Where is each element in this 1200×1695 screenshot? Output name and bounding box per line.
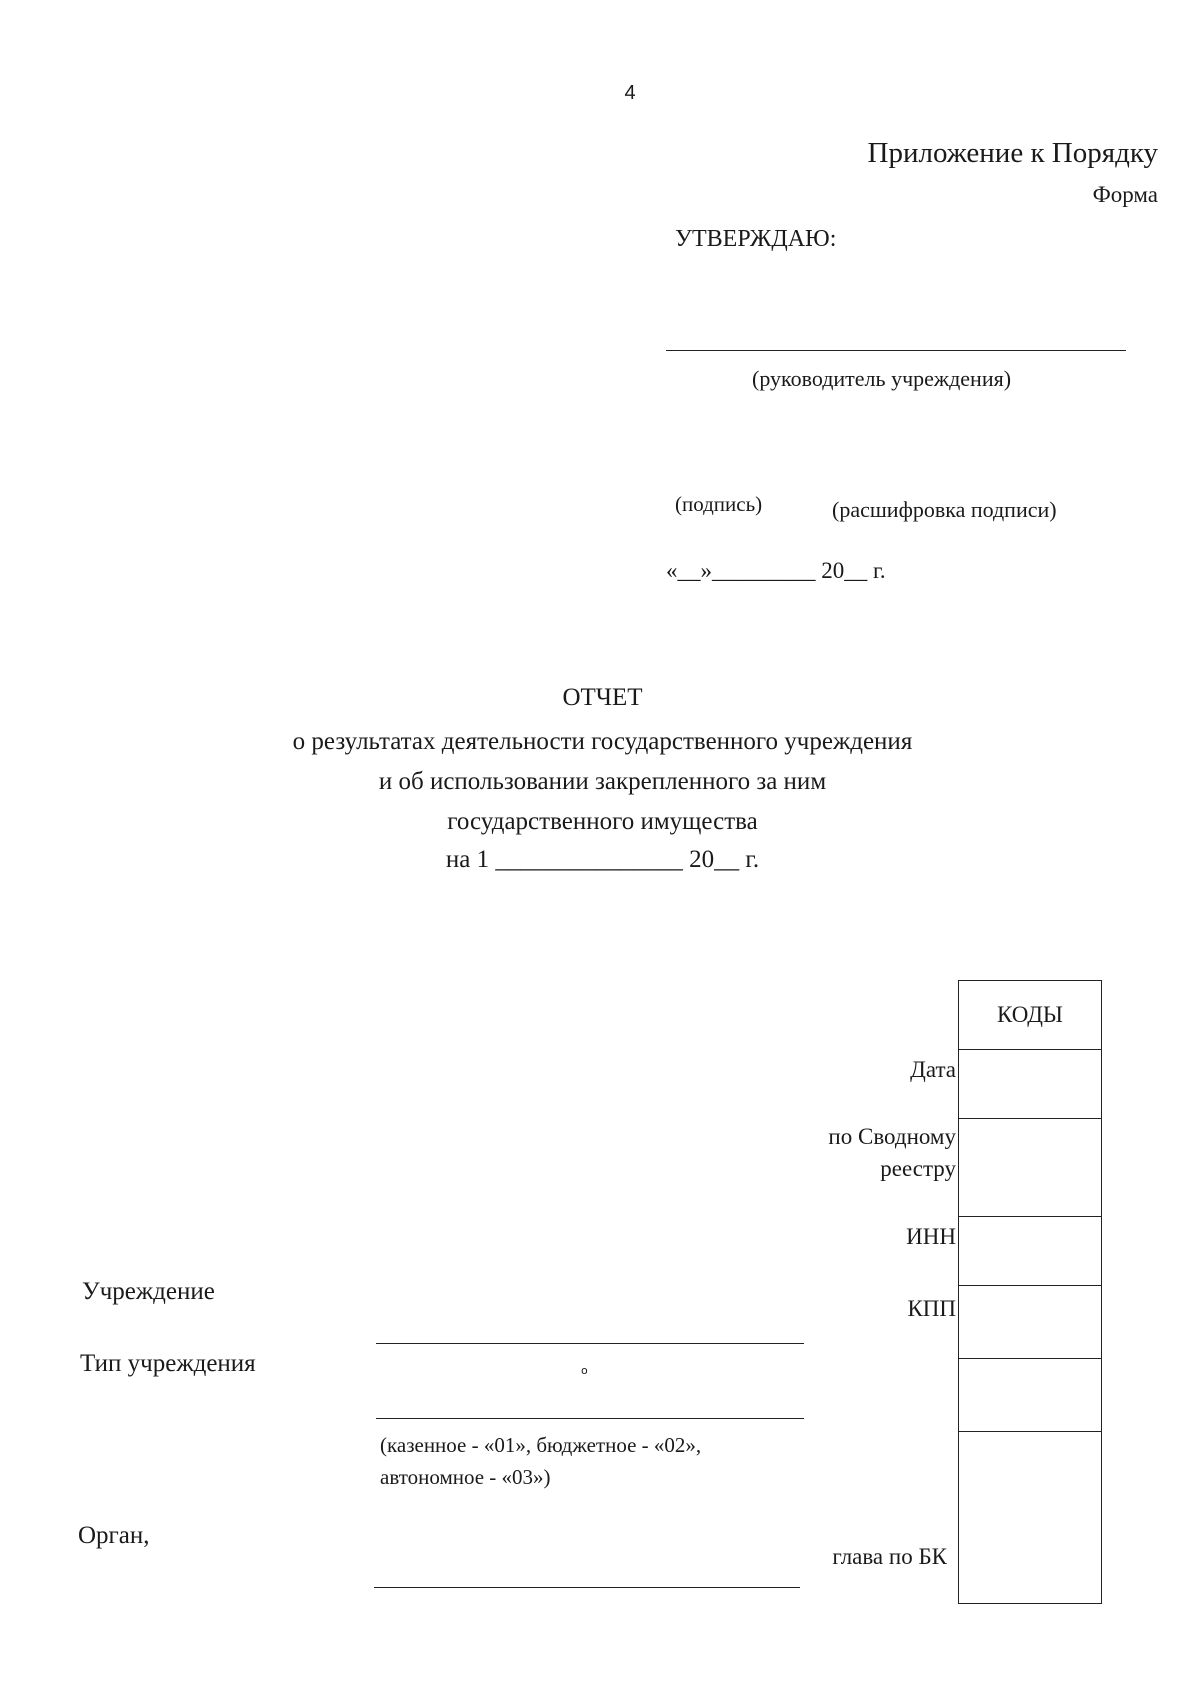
institution-type-note: (казенное - «01», бюджетное - «02», автономное - «03») — [380, 1433, 702, 1489]
head-caption: (руководитель учреждения) — [752, 366, 1012, 391]
label-registry-line-2: реестру — [880, 1156, 956, 1181]
type-field-mark: o — [581, 1364, 588, 1377]
institution-type-label: Тип учреждения — [80, 1350, 256, 1377]
code-cell-type — [959, 1359, 1101, 1432]
report-title: ОТЧЕТ — [562, 684, 643, 711]
codes-header: КОДЫ — [959, 981, 1101, 1050]
label-kpp: КПП — [907, 1296, 956, 1321]
appendix-title: Приложение к Порядку — [867, 137, 1158, 169]
report-subtitle-line-1: о результатах деятельности государственного учреждения — [292, 728, 913, 755]
head-signature-line — [666, 350, 1126, 351]
institution-label: Учреждение — [82, 1278, 215, 1305]
code-cell-date — [959, 1050, 1101, 1119]
body-field — [374, 1587, 800, 1588]
code-cell-inn — [959, 1217, 1101, 1286]
page-number: 4 — [624, 82, 636, 104]
report-subtitle-line-3: государственного имущества — [447, 808, 758, 835]
signature-caption: (подпись) — [675, 492, 763, 516]
form-label: Форма — [1092, 182, 1158, 207]
codes-table — [958, 980, 1102, 1604]
institution-field — [376, 1343, 804, 1344]
signature-decoding-caption: (расшифровка подписи) — [832, 497, 1057, 522]
label-registry-line-1: по Сводному — [828, 1124, 956, 1149]
label-chapter: глава по БК — [832, 1544, 947, 1569]
code-cell-registry — [959, 1119, 1101, 1217]
label-date: Дата — [910, 1057, 956, 1082]
body-label: Орган, — [78, 1522, 150, 1549]
label-inn: ИНН — [906, 1224, 956, 1249]
code-cell-kpp — [959, 1286, 1101, 1359]
approval-date-line: «__»_________ 20__ г. — [666, 558, 886, 583]
institution-type-field — [376, 1418, 804, 1419]
report-subtitle-line-2: и об использовании закрепленного за ним — [378, 768, 827, 795]
report-date-line: на 1 _______________ 20__ г. — [445, 846, 760, 873]
approve-label: УТВЕРЖДАЮ: — [675, 226, 837, 252]
code-cell-chapter — [959, 1432, 1101, 1604]
